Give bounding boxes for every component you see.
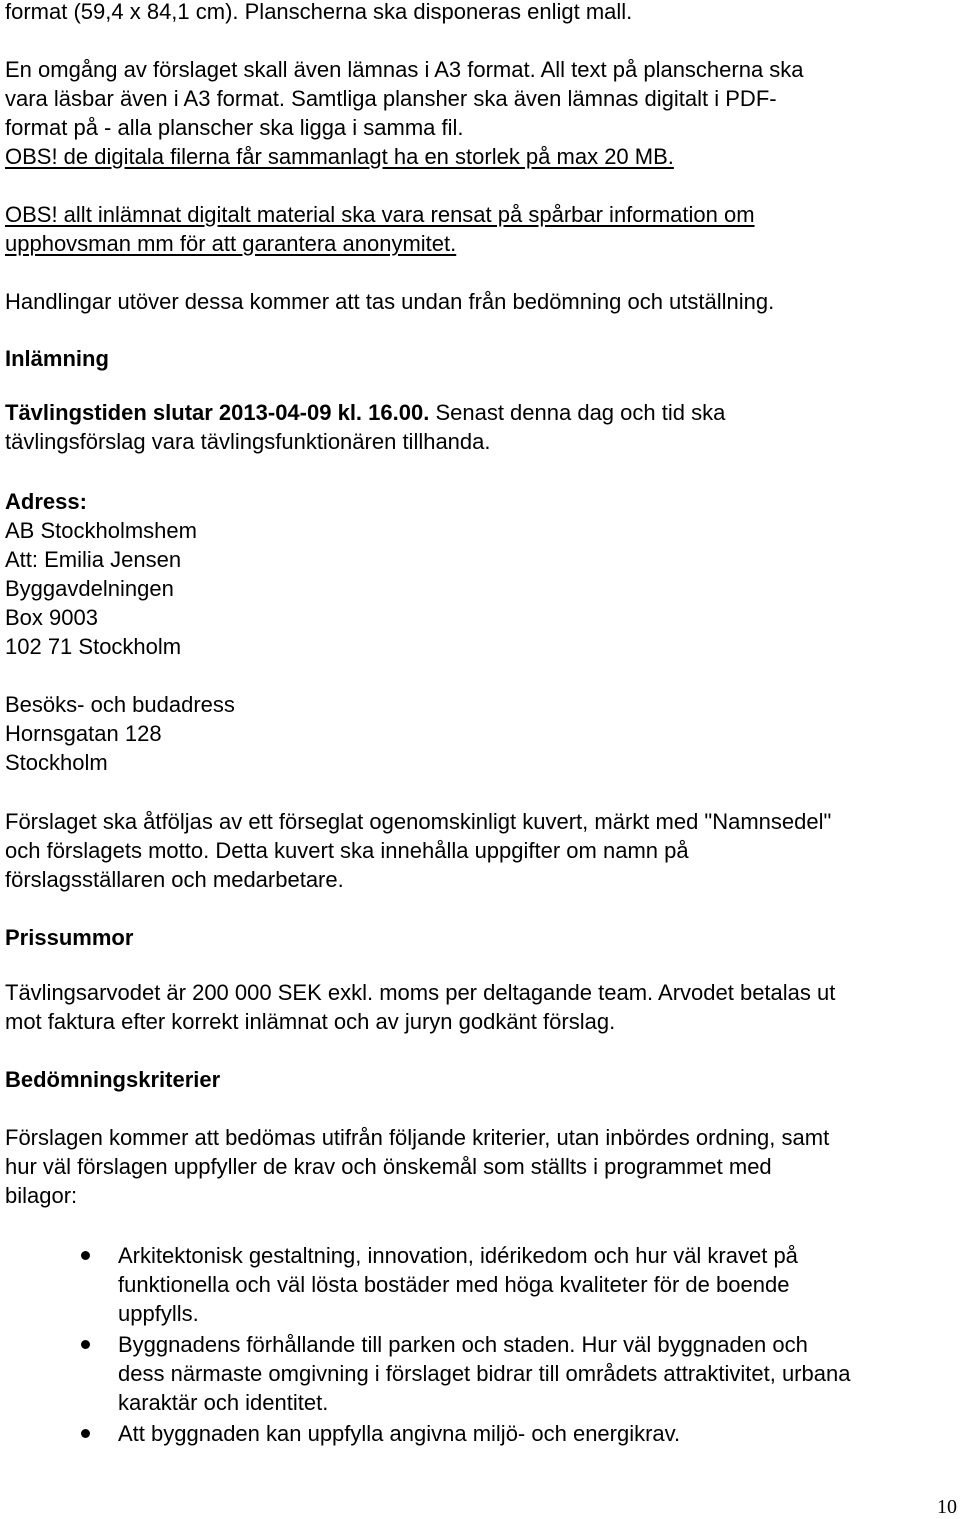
paragraph-line: bilagor: (5, 1183, 78, 1208)
address-line: Box 9003 (5, 605, 98, 630)
paragraph-line: En omgång av förslaget skall även lämnas i A3 format. All text på planscherna ska (5, 57, 804, 82)
paragraph-line: hur väl förslagen uppfyller de krav och önskemål som ställts i programmet med (5, 1154, 772, 1179)
list-item-line: dess närmaste omgivning i förslaget bidrar till områdets attraktivitet, urbana (118, 1361, 851, 1386)
list-item-line: Arkitektonisk gestaltning, innovation, idérikedom och hur väl kravet på (118, 1243, 798, 1268)
address-line: Byggavdelningen (5, 576, 174, 601)
obs-note-file-size: OBS! de digitala filerna får sammanlagt ha en storlek på max 20 MB. (5, 144, 674, 169)
paragraph-line: och förslagets motto. Detta kuvert ska innehålla uppgifter om namn på (5, 838, 689, 863)
paragraph-line: Förslaget ska åtföljas av ett förseglat ogenomskinligt kuvert, märkt med "Namnsedel" (5, 809, 832, 834)
heading-adress: Adress: (5, 489, 87, 514)
heading-inlamning: Inlämning (5, 346, 109, 371)
paragraph-line: Tävlingsarvodet är 200 000 SEK exkl. moms per deltagande team. Arvodet betalas ut (5, 980, 836, 1005)
deadline-rest: Senast denna dag och tid ska (429, 400, 726, 425)
paragraph-line: Förslagen kommer att bedömas utifrån följande kriterier, utan inbördes ordning, samt (5, 1125, 830, 1150)
obs-note-anonymity: OBS! allt inlämnat digitalt material ska vara rensat på spårbar information om (5, 202, 755, 227)
list-item-line: uppfylls. (118, 1301, 199, 1326)
list-item-line: Byggnadens förhållande till parken och staden. Hur väl byggnaden och (118, 1332, 808, 1357)
deadline-line (5, 398, 725, 427)
paragraph-line: format (59,4 x 84,1 cm). Planscherna ska disponeras enligt mall. (5, 0, 633, 24)
address-line: Att: Emilia Jensen (5, 547, 182, 572)
heading-bedomningskriterier: Bedömningskriterier (5, 1067, 221, 1092)
visit-address-city: Stockholm (5, 750, 108, 775)
page-number: 10 (937, 1496, 957, 1518)
paragraph-line: vara läsbar även i A3 format. Samtliga plansher ska även lämnas digitalt i PDF- (5, 86, 777, 111)
paragraph-line: mot faktura efter korrekt inlämnat och av juryn godkänt förslag. (5, 1009, 616, 1034)
address-line: 102 71 Stockholm (5, 634, 182, 659)
list-item-line: funktionella och väl lösta bostäder med höga kvaliteter för de boende (118, 1272, 790, 1297)
paragraph-line: Handlingar utöver dessa kommer att tas undan från bedömning och utställning. (5, 289, 775, 314)
paragraph-line: tävlingsförslag vara tävlingsfunktionären tillhanda. (5, 429, 491, 454)
bullet-icon (81, 1340, 90, 1349)
bullet-icon (81, 1251, 90, 1260)
address-line: AB Stockholmshem (5, 518, 197, 543)
obs-note-anonymity: upphovsman mm för att garantera anonymitet. (5, 231, 457, 256)
paragraph-line: förslagsställaren och medarbetare. (5, 867, 344, 892)
heading-prissummor: Prissummor (5, 925, 134, 950)
visit-address-street: Hornsgatan 128 (5, 721, 162, 746)
visit-address-title: Besöks- och budadress (5, 692, 235, 717)
deadline-text: Tävlingstiden slutar 2013-04-09 kl. 16.00. (5, 400, 430, 425)
list-item-line: karaktär och identitet. (118, 1390, 329, 1415)
bullet-icon (81, 1429, 90, 1438)
paragraph-line: format på - alla planscher ska ligga i samma fil. (5, 115, 464, 140)
list-item-line: Att byggnaden kan uppfylla angivna miljö- och energikrav. (118, 1421, 681, 1446)
